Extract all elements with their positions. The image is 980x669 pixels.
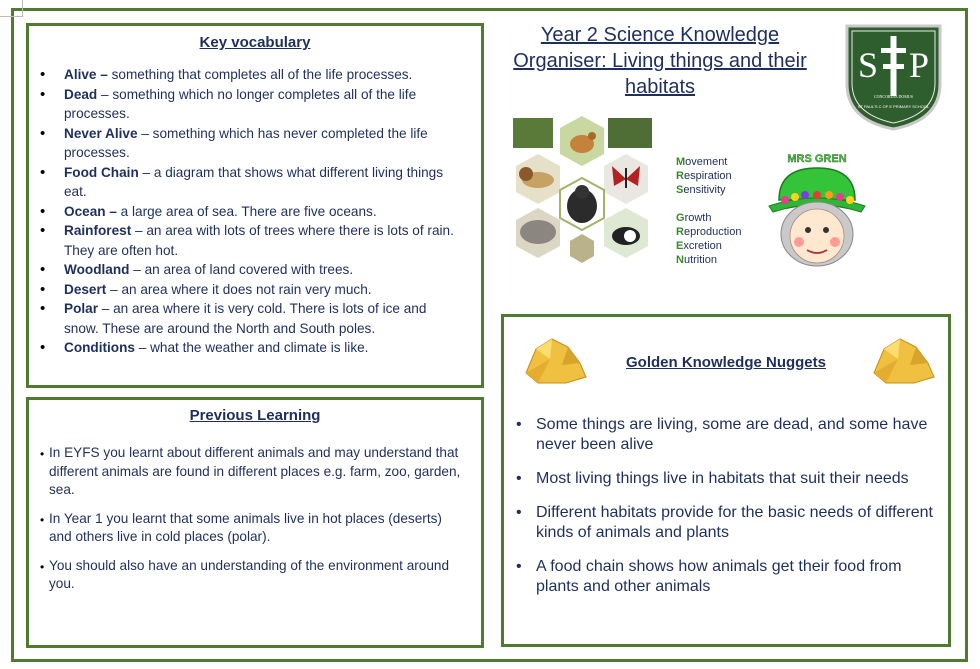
nugget-item: • Most living things live in habitats that suit their needs — [536, 469, 946, 489]
school-logo — [843, 22, 944, 132]
life-processes-list — [676, 155, 741, 267]
page-corner-marker — [0, 0, 23, 17]
key-vocabulary-heading: Key vocabulary — [199, 34, 311, 51]
vocabulary-definition: – an area where it does not rain very much. — [106, 281, 372, 297]
logo-letter-p: P — [908, 45, 930, 85]
vocabulary-term: Food Chain — [64, 164, 139, 180]
vocabulary-definition: – an area with lots of trees where there is lots of rain. They are often hot. — [64, 223, 454, 258]
previous-learning-item: • In EYFS you learnt about different animals and may understand that different animals are found in different places e.g. farm, zoo, garden, sea. — [49, 444, 481, 500]
vocabulary-term: Never Alive — [64, 125, 138, 141]
logo-school-name: ST PAUL'S C OF E PRIMARY SCHOOL — [857, 104, 930, 109]
life-process: Reproduction — [676, 225, 742, 238]
vocabulary-term: Rainforest — [64, 223, 132, 238]
previous-learning-box — [26, 397, 484, 648]
vocabulary-term: Woodland — [64, 262, 130, 277]
vocabulary-item — [64, 338, 481, 358]
vocabulary-definition: something that completes all of the life processes. — [107, 67, 413, 82]
page-title: Year 2 Science Knowledge Organiser: Living things and their habitats — [513, 24, 807, 98]
key-vocabulary-box — [26, 23, 484, 388]
vocabulary-item — [64, 65, 481, 85]
vocabulary-term: Dead — [64, 86, 98, 102]
vocabulary-list — [29, 65, 481, 358]
life-process: Respiration — [676, 170, 732, 183]
vocabulary-definition: a large area of sea. There are five oceans. — [116, 203, 377, 219]
golden-knowledge-nuggets-heading: Golden Knowledge Nuggets — [625, 354, 826, 371]
vocabulary-item — [64, 202, 481, 222]
life-process: Sensitivity — [676, 184, 726, 197]
vocabulary-term: Polar — [64, 301, 98, 316]
vocabulary-term: Conditions — [64, 340, 135, 355]
vocabulary-term: Alive – — [64, 67, 108, 82]
vocabulary-item — [64, 124, 481, 163]
nugget-item: • A food chain shows how animals get their food from plants and other animals — [536, 557, 946, 597]
vocabulary-item — [64, 260, 481, 280]
life-process: Nutrition — [676, 254, 717, 267]
previous-learning-item: • You should also have an understanding of the environment around you. — [49, 557, 481, 594]
life-process: Movement — [676, 156, 728, 168]
vocabulary-item — [64, 221, 481, 260]
previous-learning-list — [29, 444, 481, 594]
vocabulary-definition: – what the weather and climate is like. — [134, 340, 369, 355]
life-process: Growth — [676, 211, 712, 224]
animals-collage-image — [508, 114, 656, 264]
vocabulary-item — [64, 299, 481, 338]
nugget-item: • Different habitats provide for the basic needs of different kinds of animals and plants — [536, 503, 946, 543]
logo-motto: CONCORDIA DOMUS — [873, 94, 914, 99]
mrs-gren-cartoon — [765, 150, 870, 270]
previous-learning-item: • In Year 1 you learnt that some animals live in hot places (deserts) and others live in cold places (polar). — [49, 510, 481, 547]
nugget-item: • Some things are living, some are dead, and some have never been alive — [536, 415, 946, 455]
nuggets-list — [512, 415, 946, 611]
vocabulary-definition: – something which no longer completes all of the life processes. — [64, 86, 417, 121]
vocabulary-item — [64, 280, 481, 300]
vocabulary-definition: – a diagram that shows what different living things eat. — [64, 164, 444, 199]
life-process: Excretion — [676, 240, 722, 253]
vocabulary-definition: – something which has never completed the life processes. — [64, 125, 428, 160]
mrs-gren-label: MRS GREN — [787, 153, 847, 165]
logo-letter-s: S — [857, 45, 879, 85]
golden-knowledge-nuggets-box — [501, 314, 951, 647]
previous-learning-heading: Previous Learning — [189, 407, 321, 424]
vocabulary-item — [64, 85, 481, 124]
vocabulary-item — [64, 163, 481, 202]
vocabulary-definition: – an area where it is very cold. There is lots of ice and snow. These are around the North and South poles. — [64, 301, 427, 336]
vocabulary-term: Desert — [64, 281, 107, 297]
vocabulary-term: Ocean – — [64, 203, 117, 219]
vocabulary-definition: – an area of land covered with trees. — [129, 262, 354, 277]
